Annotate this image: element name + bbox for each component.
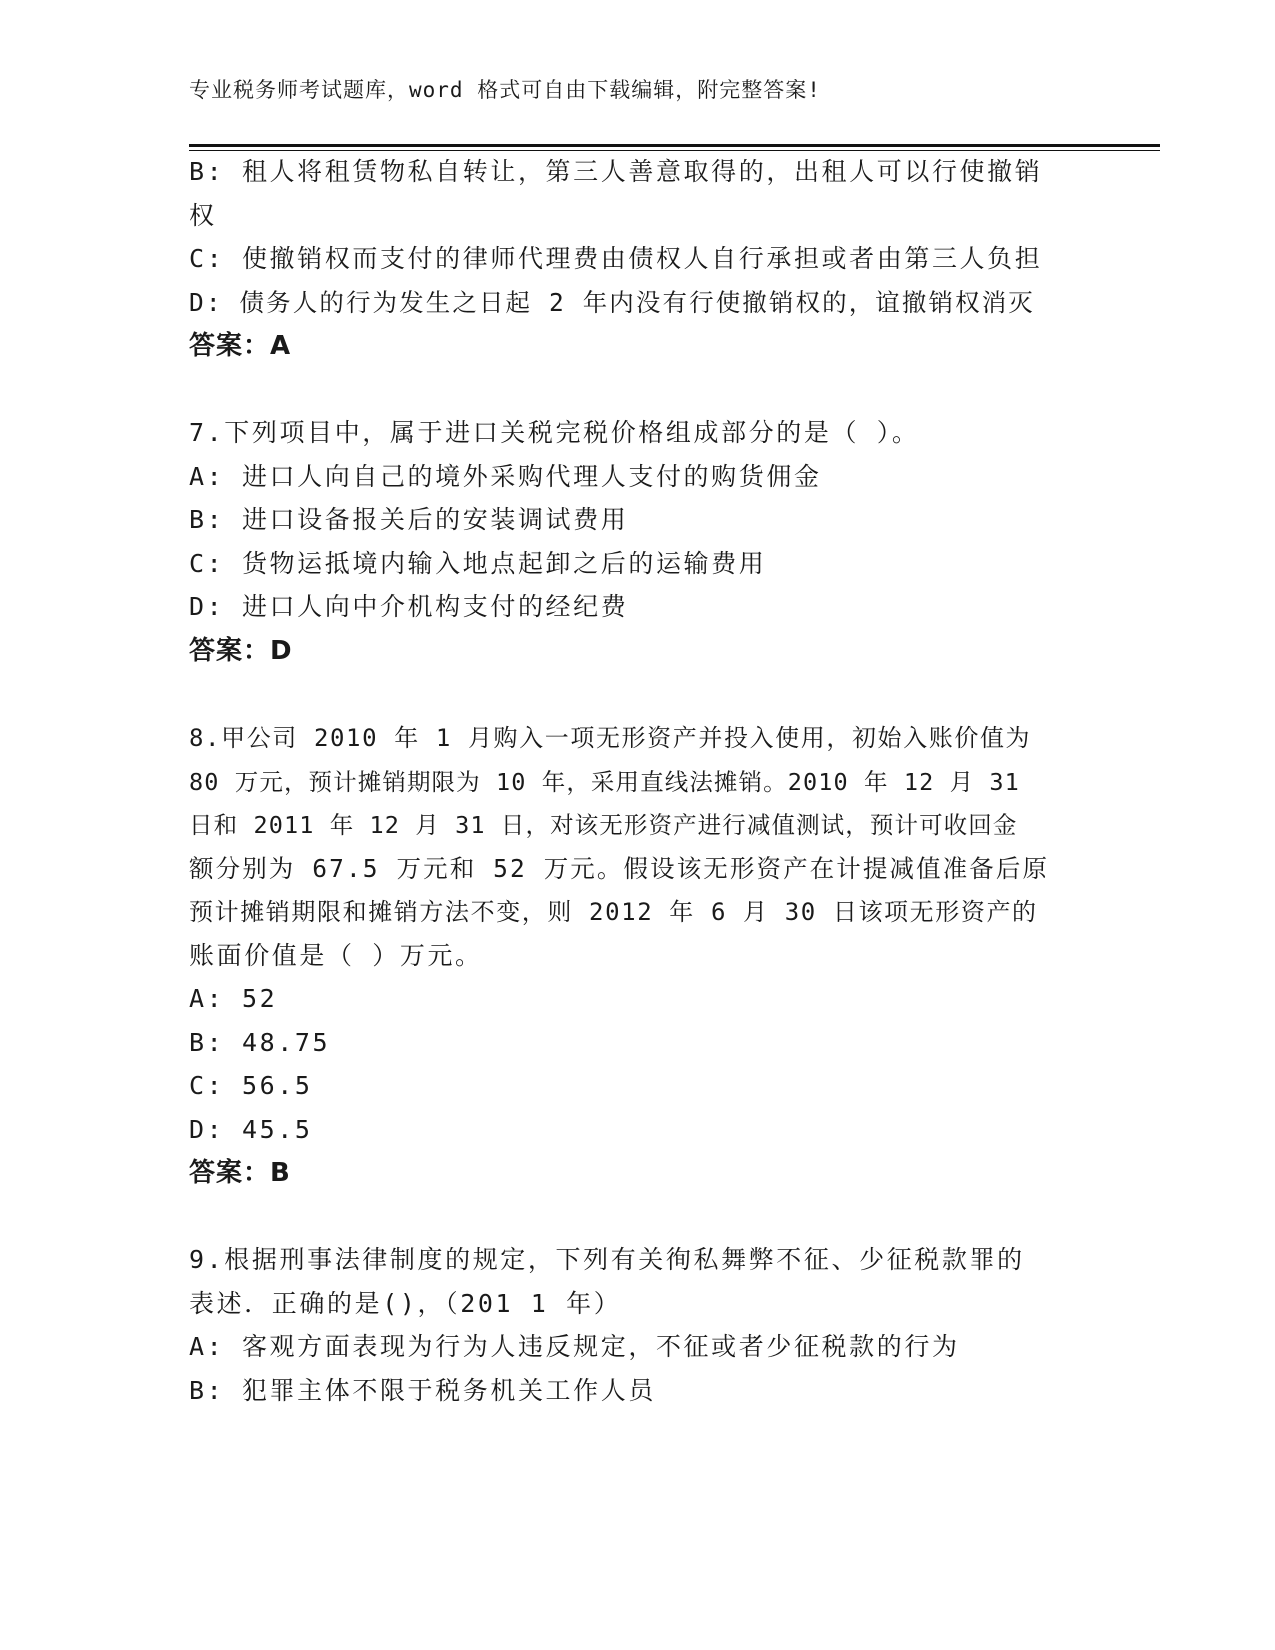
- q8-option-d: D: 45.5: [189, 1115, 313, 1144]
- q6-option-b-line1: B: 租人将租赁物私自转让，第三人善意取得的，出租人可以行使撤销: [189, 157, 1043, 186]
- q8-stem-line3: 日和 2011 年 12 月 31 日，对该无形资产进行减值测试，预计可收回金: [189, 811, 1018, 839]
- q7-option-a: A: 进口人向自己的境外采购代理人支付的购货佣金: [189, 462, 822, 491]
- q8-stem-line4: 额分别为 67.5 万元和 52 万元。假设该无形资产在计提减值准备后原: [189, 854, 1050, 883]
- q9-stem-line1: 9.根据刑事法律制度的规定，下列有关徇私舞弊不征、少征税款罪的: [189, 1245, 1025, 1274]
- q8-answer: 答案：B: [189, 1158, 291, 1188]
- q8-stem-line5: 预计摊销期限和摊销方法不变，则 2012 年 6 月 30 日该项无形资产的: [189, 898, 1038, 926]
- q8-stem-line1: 8.甲公司 2010 年 1 月购入一项无形资产并投入使用，初始入账价值为: [189, 724, 1032, 752]
- q7-stem: 7.下列项目中，属于进口关税完税价格组成部分的是（ ）。: [189, 418, 920, 447]
- q9-option-a: A: 客观方面表现为行为人违反规定，不征或者少征税款的行为: [189, 1332, 960, 1361]
- q8-stem-line2: 80 万元，预计摊销期限为 10 年，采用直线法摊销。2010 年 12 月 31: [189, 768, 1020, 796]
- q9-option-b: B: 犯罪主体不限于税务机关工作人员: [189, 1376, 656, 1405]
- header-rule-thick: [189, 144, 1160, 147]
- q8-option-c: C: 56.5: [189, 1071, 313, 1100]
- q6-answer: 答案：A: [189, 331, 292, 361]
- q8-option-b: B: 48.75: [189, 1028, 331, 1057]
- q6-option-d: D: 债务人的行为发生之日起 2 年内没有行使撤销权的，谊撤销权消灭: [189, 288, 1035, 317]
- q6-option-b-line2: 权: [189, 201, 217, 230]
- q7-option-d: D: 进口人向中介机构支付的经纪费: [189, 592, 629, 621]
- q6-option-c: C: 使撤销权而支付的律师代理费由债权人自行承担或者由第三人负担: [189, 244, 1043, 273]
- q8-stem-line6: 账面价值是（ ）万元。: [189, 941, 483, 970]
- header-note: 专业税务师考试题库，word 格式可自由下载编辑，附完整答案!: [189, 78, 821, 102]
- q9-stem-line2: 表述．正确的是()，（201 1 年）: [189, 1289, 622, 1318]
- q7-option-b: B: 进口设备报关后的安装调试费用: [189, 505, 629, 534]
- q8-option-a: A: 52: [189, 984, 278, 1013]
- q7-answer: 答案：D: [189, 636, 293, 666]
- q7-option-c: C: 货物运抵境内输入地点起卸之后的运输费用: [189, 549, 767, 578]
- header-rule-thin: [189, 150, 1160, 151]
